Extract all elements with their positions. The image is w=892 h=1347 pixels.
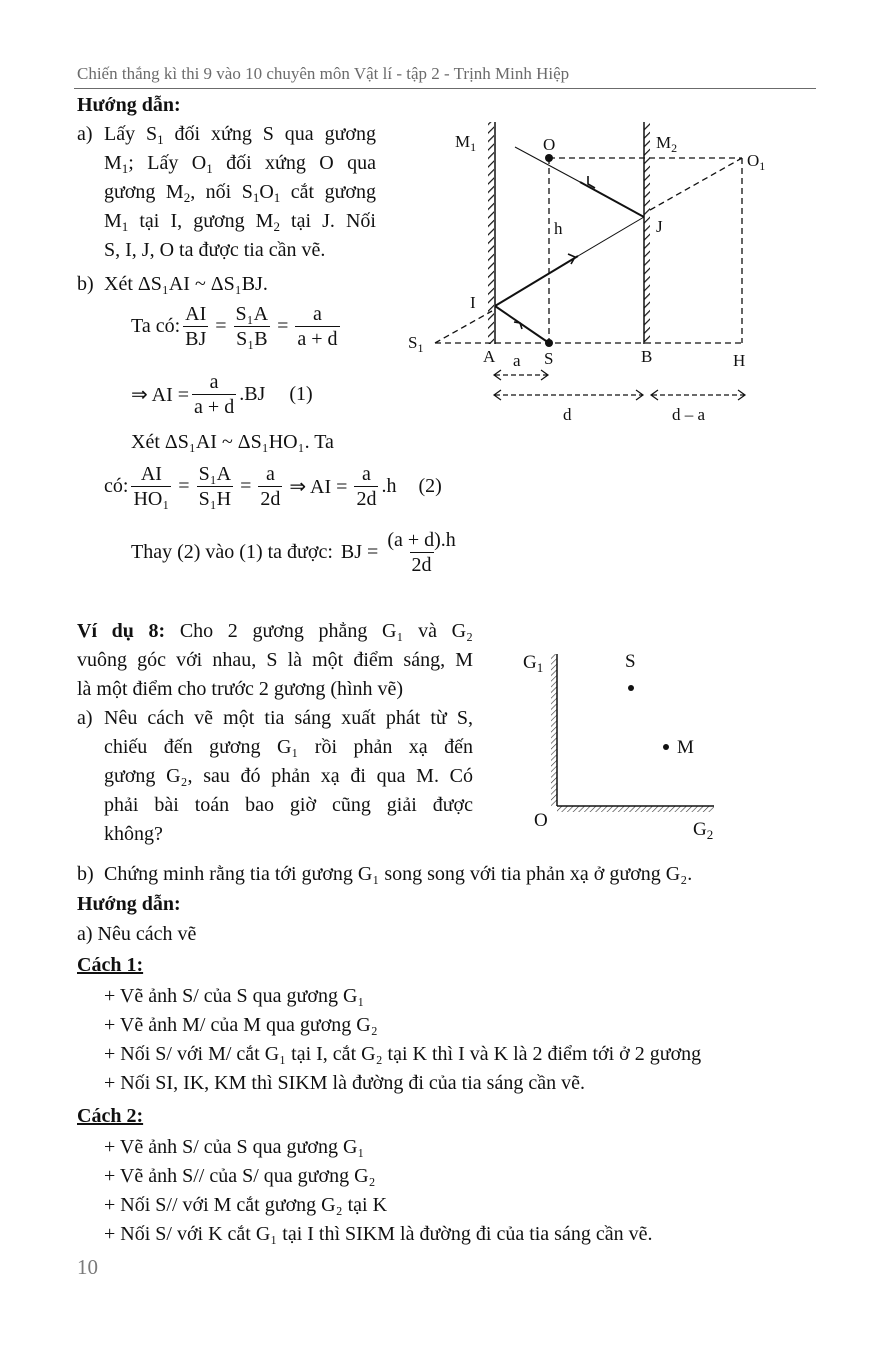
part-a-line: Lấy $S_1$ đối xứng S qua gương — [104, 123, 377, 147]
method-2-title: Cách 2: — [77, 1105, 144, 1127]
example-8-part-b: Chứng minh rằng tia tới gương G₁ song song với tia phản xạ ở gương G₂. — [104, 863, 693, 885]
method-step: + Nối S/ với K cắt G₁ tại I thì SIKM là đường đi của tia sáng cần vẽ. — [104, 1223, 653, 1245]
example-8-a-line: chiếu đến gương G₁ rồi phản xạ đến — [104, 736, 473, 758]
label-o: O — [543, 135, 556, 154]
method-step: + Vẽ ảnh S// của S/ qua gương G₂ — [104, 1165, 376, 1187]
label-m2: $M_2$ — [656, 133, 678, 155]
fraction: $\frac{(a + d).h}{2d}$ — [387, 529, 456, 576]
part-a-line: S, I, J, O ta được tia cần vẽ. — [104, 239, 326, 261]
label-i: I — [470, 293, 476, 312]
figure-two-mirrors — [400, 110, 800, 430]
label-h: h — [554, 219, 563, 238]
label-h-point: H — [733, 351, 746, 370]
part-b-similarity-1: Xét ΔS₁AI ~ ΔS₁BJ. — [104, 273, 268, 295]
method-2-steps — [104, 1133, 652, 1249]
label-g1: $G_1$ — [523, 652, 544, 675]
example-8-part-a — [104, 704, 473, 849]
label-s: S — [625, 651, 636, 672]
method-step: + Nối S/ với M/ cắt G₁ tại I, cắt G₂ tại K thì I và K là 2 điểm tới ở 2 gương — [104, 1043, 702, 1065]
running-header: Chiến thắng kì thi 9 vào 10 chuyên môn Vật lí - tập 2 - Trịnh Minh Hiệp — [77, 64, 570, 83]
label-a-point: A — [483, 347, 496, 366]
example-8-a-line: không? — [104, 823, 163, 845]
example-title: Ví dụ 8: — [77, 620, 166, 642]
example-8-b-marker: b) — [77, 863, 94, 885]
mirror-m2 — [644, 122, 650, 344]
label-g2: $G_2$ — [693, 819, 714, 842]
example-8-intro — [77, 617, 473, 704]
point-s — [545, 339, 553, 347]
label-o1: $O_1$ — [747, 151, 766, 173]
header-divider — [74, 88, 816, 89]
example-8-a-line: gương G₂, sau đó phản xạ đi qua M. Có — [104, 765, 473, 787]
label-d-minus-a: d – a — [672, 405, 706, 424]
label-a-length: a — [513, 351, 521, 370]
method-step: + Nối SI, IK, KM thì SIKM là đường đi của tia sáng cần vẽ. — [104, 1072, 585, 1094]
page-number: 10 — [77, 1255, 98, 1279]
fraction: $\frac{a}{a + d}$ — [194, 371, 235, 418]
equation-3: có: $\frac{AI}{\text{HO₁}}$ = $\frac{\text{S₁A}}{\text{S₁H}}$ = $\frac{a}{2d}$ ⇒ AI = $\frac{a}{2d}$ .h (2) — [104, 463, 442, 510]
fraction: $\frac{AI}{BJ}$ — [185, 303, 207, 350]
equation-1: Ta có: $\frac{AI}{BJ}$ = $\frac{\text{S₁A}}{\text{S₁B}}$ = $\frac{a}{a + d}$ — [131, 303, 338, 350]
equation-2: ⇒ AI = $\frac{a}{a + d}$ .BJ (1) — [131, 371, 313, 418]
fraction: $\frac{AI}{\text{HO₁}}$ — [133, 463, 170, 510]
eq-label: Ta có: — [131, 315, 181, 337]
method-step: + Vẽ ảnh S/ của S qua gương G₁ — [104, 985, 365, 1007]
part-a-line: gương $M_2$, nối $S_1O_1$ cắt gương — [104, 181, 376, 205]
light-ray — [495, 147, 644, 343]
mirror-g2 — [557, 806, 714, 812]
part-b-similarity-2: Xét ΔS₁AI ~ ΔS₁HO₁. Ta — [131, 431, 334, 453]
fraction: $\frac{\text{S₁A}}{\text{S₁B}}$ — [235, 303, 269, 350]
fraction: $\frac{a}{2d}$ — [260, 463, 281, 510]
fraction: $\frac{\text{S₁A}}{\text{S₁H}}$ — [198, 463, 232, 510]
part-a-marker: a) — [77, 123, 93, 145]
point-s — [628, 685, 634, 691]
label-s1: $S_1$ — [408, 333, 424, 355]
part-a-text — [104, 120, 376, 265]
example-8-a-marker: a) — [77, 707, 93, 729]
method-step: + Vẽ ảnh M/ của M qua gương G₂ — [104, 1014, 378, 1036]
equation-tag: (2) — [418, 475, 442, 497]
mirror-g1 — [551, 654, 557, 806]
example-8-a-line: phải bài toán bao giờ cũng giải được — [104, 794, 473, 816]
label-s: S — [544, 349, 554, 368]
example-8-line: là một điểm cho trước 2 gương (hình vẽ) — [77, 678, 404, 700]
method-1-steps — [104, 982, 701, 1098]
section-heading: Hướng dẫn: — [77, 893, 181, 915]
example-8-line: vuông góc với nhau, S là một điểm sáng, M — [77, 649, 473, 671]
example-8-a-line: Nêu cách vẽ một tia sáng xuất phát từ S, — [104, 707, 473, 729]
point-o — [545, 154, 553, 162]
label-j: J — [656, 217, 663, 236]
point-m — [663, 744, 669, 750]
method-step: + Vẽ ảnh S/ của S qua gương G₁ — [104, 1136, 365, 1158]
part-a-line: $M_1$; Lấy $O_1$ đối xứng O qua — [104, 152, 376, 176]
section-heading: Hướng dẫn: — [77, 94, 181, 116]
label-m1: $M_1$ — [455, 132, 477, 154]
fraction: $\frac{a}{2d}$ — [356, 463, 377, 510]
method-step: + Nối S// với M cắt gương G₂ tại K — [104, 1194, 388, 1216]
label-d: d — [563, 405, 572, 424]
section-2-a-label: a) Nêu cách vẽ — [77, 923, 197, 945]
example-8-line: Ví dụ 8: Cho 2 gương phẳng G₁ và G₂ — [77, 620, 474, 642]
figure-perpendicular-mirrors — [500, 630, 750, 850]
label-m: M — [677, 737, 694, 758]
fraction: $\frac{a}{a + d}$ — [297, 303, 338, 350]
label-b: B — [641, 347, 653, 366]
equation-tag: (1) — [289, 383, 313, 405]
part-b-marker: b) — [77, 273, 94, 295]
method-1-title: Cách 1: — [77, 954, 144, 976]
dimension-arrows — [494, 370, 745, 400]
part-a-line: $M_1$ tại I, gương $M_2$ tại J. Nối — [104, 210, 376, 234]
label-o: O — [534, 810, 548, 831]
equation-4: Thay (2) vào (1) ta được: BJ = $\frac{(a + d).h}{2d}$ — [131, 529, 456, 576]
